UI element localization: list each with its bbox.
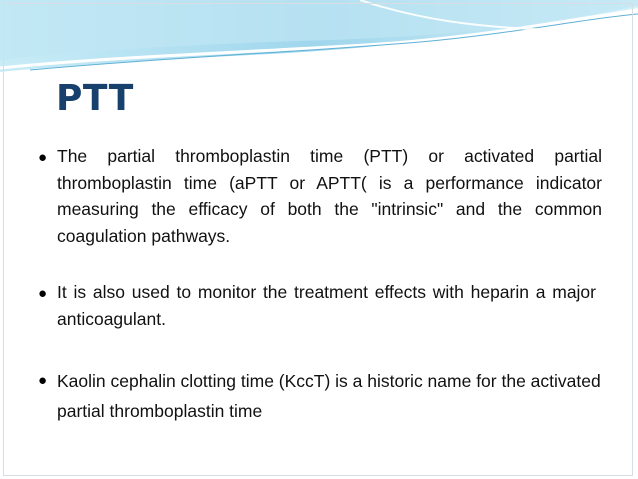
- slide-title: PTT: [56, 78, 134, 119]
- bullet-marker-icon: ●: [38, 372, 48, 389]
- bullet-marker-icon: ●: [38, 285, 48, 302]
- bullet-item: [38, 279, 596, 332]
- bullet-item: [38, 143, 602, 249]
- bullet-text: The partial thromboplastin time (PTT) or activated partial thromboplastin time (aPTT or APTT( is a performance indicator measuring the efficacy of both the "intrinsic" and the common coagulation pathways.: [57, 146, 602, 246]
- bullet-marker-icon: ●: [38, 149, 48, 166]
- bullet-text: It is also used to monitor the treatment effects with heparin a major anticoagulant.: [57, 282, 596, 329]
- bullet-item: [38, 366, 602, 426]
- bullet-text: Kaolin cephalin clotting time (KccT) is a historic name for the activated partial thromboplastin time: [57, 371, 601, 421]
